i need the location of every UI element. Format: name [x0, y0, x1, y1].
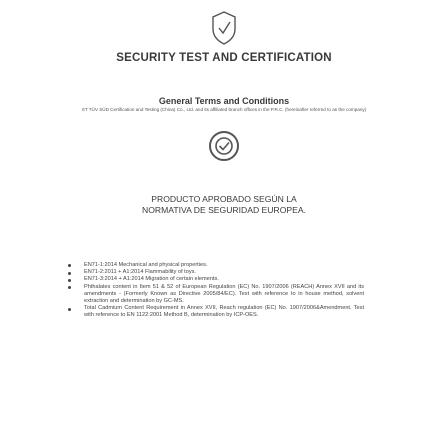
bullet	[68, 279, 71, 282]
terms-title: General Terms and Conditions	[158, 96, 290, 106]
approval-line-1: PRODUCTO APROBADO SEGÚN LA	[151, 194, 297, 204]
list-item: Total Cadmium Content Requirement in Annex XVII, Reach regulation (EC) No. 1907/2006&Amendment. Test with reference to EN 1122:2001 Method B, determination by ICP-OES.	[64, 305, 364, 319]
list-item: EN71-1:2014 Mechanical and physical properties.	[64, 262, 364, 269]
bullet	[68, 308, 71, 311]
bullet	[68, 264, 71, 267]
approval-statement	[0, 194, 448, 216]
certification-title: SECURITY TEST AND CERTIFICATION	[116, 52, 332, 64]
bullet	[68, 286, 71, 289]
terms-body: ST TÜV SÜD Certification and Testing (China) Co., Ltd. and its affiliated branch offices in the P.R.C. (hereinafter referred to as the company)	[81, 107, 367, 112]
list-item: Phthalates content in Item 51 & 52 of European Regulation (EC) No. 1907/2006 (REACH) Annex XVII and its amendments - (Formerly Known as Directive 2005/84/EC). Test with reference to in house method, solvent extraction and determination by GC-MS.	[64, 284, 364, 306]
logo	[0, 10, 448, 46]
bullet	[68, 272, 71, 275]
standards-list	[64, 262, 364, 320]
circle-check-emblem-icon	[208, 130, 240, 162]
list-item: EN71-3:2014 + A1:2014 Migration of certain elements.	[64, 276, 364, 283]
approval-line-2: NORMATIVA DE SEGURIDAD EUROPEA.	[142, 205, 306, 215]
emblem	[0, 130, 448, 162]
shield-check-icon	[211, 10, 237, 46]
list-item: EN71-2:2011 + A1:2014 Flammability of toys.	[64, 269, 364, 276]
